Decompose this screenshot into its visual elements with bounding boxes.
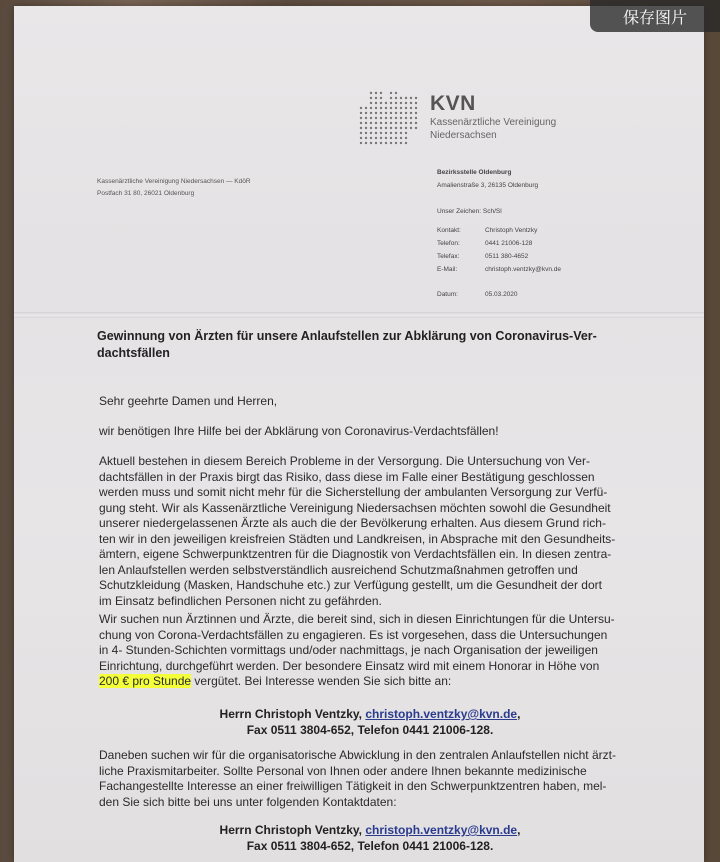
fax-row: Telefax: 0511 380-4652 (437, 253, 529, 260)
office-address: Amalienstraße 3, 26135 Oldenburg (437, 182, 539, 189)
contact-email-link[interactable]: christoph.ventzky@kvn.de (365, 823, 518, 837)
phone-row: Telefon: 0441 21006-128 (437, 240, 533, 247)
paragraph-2: Wir suchen nun Ärztinnen und Ärzte, die bereit sind, sich in diesen Einrichtungen für die Untersu- chung von Corona-Verdachtsfällen zu engagieren. Es ist vorgesehen, dass die Untersuchungen in 4- Stunden-Schichten vormittags und/oder nachmittags, je nach Organisation der jeweiligen Einrichtung, durchgeführt werden. Der besondere Einsatz wird mit einem Honorar in Höhe von 200 € pro Stunde vergütet. Bei Interesse wenden Sie sich bitte an: (99, 612, 615, 688)
org-logo-title: KVN (430, 92, 476, 115)
intro-line: wir benötigen Ihre Hilfe bei der Abklärung von Coronavirus-Verdachtsfällen! (99, 424, 499, 438)
date-row: Datum: 05.03.2020 (437, 291, 518, 298)
contact-email-link[interactable]: christoph.ventzky@kvn.de (365, 707, 518, 721)
email-row: E-Mail: christoph.ventzky@kvn.de (437, 266, 561, 273)
salutation: Sehr geehrte Damen und Herren, (99, 394, 278, 408)
ref-row: Unser Zeichen: Sch/Sl (437, 208, 502, 215)
office-name: Bezirksstelle Oldenburg (437, 169, 512, 176)
contact-block-2: Herrn Christoph Ventzky, christoph.ventzky@kvn.de, Fax 0511 3804-652, Telefon 0441 21006-128. (219, 823, 521, 853)
org-name: Kassenärztliche Vereinigung Niedersachsen (430, 117, 557, 141)
honorar-highlight: 200 € pro Stunde (99, 674, 192, 688)
paper-fold (14, 312, 704, 318)
save-image-button[interactable]: 保存图片 (590, 0, 720, 32)
sender-address: Kassenärztliche Vereinigung Niedersachsen — KdöR Postfach 31 80, 26021 Oldenburg (97, 178, 251, 197)
info-block (437, 166, 561, 301)
paragraph-1: Aktuell bestehen in diesem Bereich Probleme in der Versorgung. Die Untersuchung von Ver- dachtsfällen in der Praxis birgt das Risiko, dass diese im Falle einer Bestätigung geschlossen werden muss und somit nicht mehr für die Sicherstellung der ambulanten Versorgung zur Verfü- gung steht. Wir als Kassenärztliche Vereinigung Niedersachsen möchten sowohl die Gesundheit unserer niedergelassenen Ärzte als auch die der Bevölkerung erhalten. Aus diesem Grund rich- ten wir in den jeweiligen kreisfreien Städten und Landkreisen, in Absprache mit den Gesundheits- ämtern, eigene Schwerpunktzentren für die Diagnostik von Verdachtsfällen ein. In diesen zentra- len Anlaufstellen werden selbstverständlich ausreichend Schutzmaßnahmen getroffen und Schutzkleidung (Masken, Handschuhe etc.) zur Verfügung gestellt, um die Gesundheit der dort im Einsatz befindlichen Personen nicht zu gefährden. (99, 454, 616, 608)
letter-subject: Gewinnung von Ärzten für unsere Anlaufstellen zur Abklärung von Coronavirus-Ver- dachtsfällen (97, 329, 597, 360)
contact-row: Kontakt: Christoph Ventzky (437, 227, 538, 234)
paragraph-3: Daneben suchen wir für die organisatorische Abwicklung in den zentralen Anlaufstellen nicht ärzt- liche Praxismitarbeiter. Sollte Personal von Ihnen oder andere Ihnen bekannte medizinische Fachangestellte Interesse an einer freiwilligen Tätigkeit in den Schwerpunktzentren haben, mel- den Sie sich bitte bei uns unter folgenden Kontaktdaten: (99, 748, 616, 809)
kvn-logo-icon (358, 90, 420, 146)
contact-block-1: Herrn Christoph Ventzky, christoph.ventzky@kvn.de, Fax 0511 3804-652, Telefon 0441 21006-128. (219, 707, 521, 737)
